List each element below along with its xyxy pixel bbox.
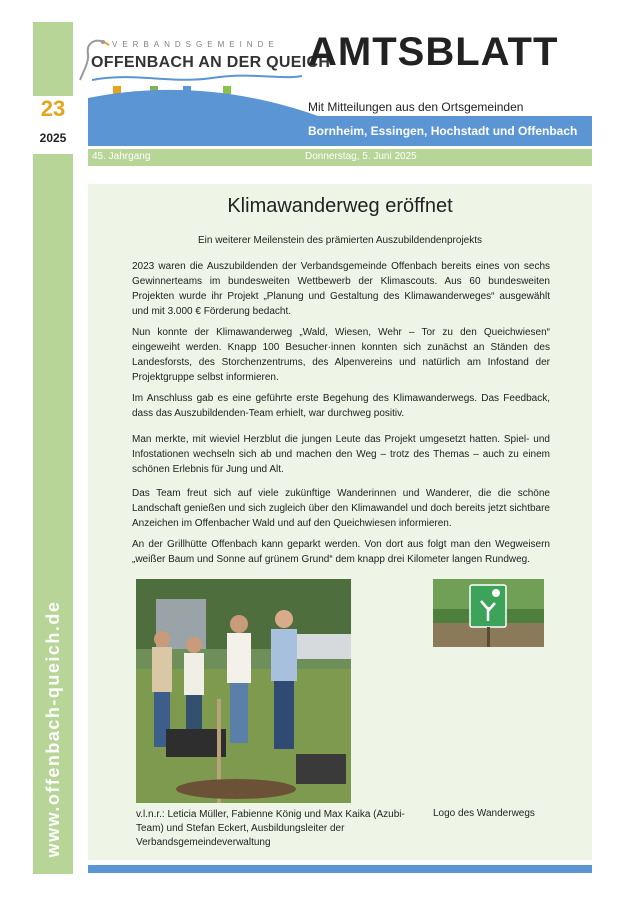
team-photo (136, 579, 351, 803)
article-title: Klimawanderweg eröffnet (227, 195, 453, 217)
header-blue-curve (88, 84, 318, 146)
article-paragraph: Man merkte, mit wieviel Herzblut die jungen Leute das Projekt umgesetzt hatten. Spiel- und Infostationen wechseln sich ab und machen den Weg – trotz des Themas – auch zu einem schönen Erlebnis für Jung und Alt. (132, 434, 550, 475)
trail-logo-caption: Logo des Wanderwegs (433, 808, 535, 819)
header-towns: Bornheim, Essingen, Hochstadt und Offenbach (308, 124, 578, 138)
logo-wave-icon (92, 72, 302, 84)
masthead-title: AMTSBLATT (308, 30, 559, 74)
article-paragraph: An der Grillhütte Offenbach kann geparkt werden. Von dort aus folgt man den Wegweisern „weißer Baum und Sonne auf grünem Grund“ dem knapp drei Kilometer langen Rundweg. (132, 539, 550, 565)
volume-label: 45. Jahrgang (92, 151, 151, 162)
header-subtitle: Mit Mitteilungen aus den Ortsgemeinden (308, 100, 524, 114)
article-paragraph: 2023 waren die Auszubildenden der Verbandsgemeinde Offenbach bereits eines von sechs Gewinnerteams im bundesweiten Wettbewerb der Klimascouts. Aus 60 bundesweiten Projekten wurde ihr Projekt „Planung und Gestaltung des Klimawanderweges“ ausgewählt und mit 3.000 € Förderung bedacht. (132, 261, 550, 317)
trail-logo-photo (433, 579, 544, 647)
article-subtitle: Ein weiterer Meilenstein des prämierten Auszubildendenprojekts (197, 235, 483, 246)
logo-main-text: OFFENBACH AN DER QUEICH (91, 54, 331, 71)
article-paragraph: Das Team freut sich auf viele zukünftige Wanderinnen und Wanderer, die die schöne Landschaft genießen und sich zugleich über den Klimawandel und doch bereits jetzt sichtbare Anzeichen im Offenbacher Wald und auf den Queichwiesen informieren. (132, 488, 550, 529)
logo-top-text: VERBANDSGEMEINDE (112, 40, 279, 49)
issue-number: 23 (40, 96, 66, 121)
website-url[interactable]: www.offenbach-queich.de (43, 600, 63, 858)
issue-date: Donnerstag, 5. Juni 2025 (305, 151, 417, 162)
issue-year: 2025 (39, 131, 67, 145)
footer-bar (88, 865, 592, 873)
article-paragraph: Im Anschluss gab es eine geführte erste Begehung des Klimawanderwegs. Das Feedback, dass das Auszubildenden-Team erhielt, war durchweg positiv. (132, 393, 550, 419)
article-paragraph: Nun konnte der Klimawanderweg „Wald, Wiesen, Wehr – Tor zu den Queichwiesen“ eingeweiht werden. Knapp 100 Besucher·innen konnten sich zunächst an Ständen des Landesforsts, des Storchenzentrums, des Alpenvereins und natürlich am Infostand der Projektgruppe selbst informieren. (132, 327, 550, 383)
team-photo-caption: v.l.n.r.: Leticia Müller, Fabienne König und Max Kaika (Azubi-Team) und Stefan Eckert, Ausbildungsleiter der Verbandsgemeindeverwaltung (136, 809, 405, 848)
